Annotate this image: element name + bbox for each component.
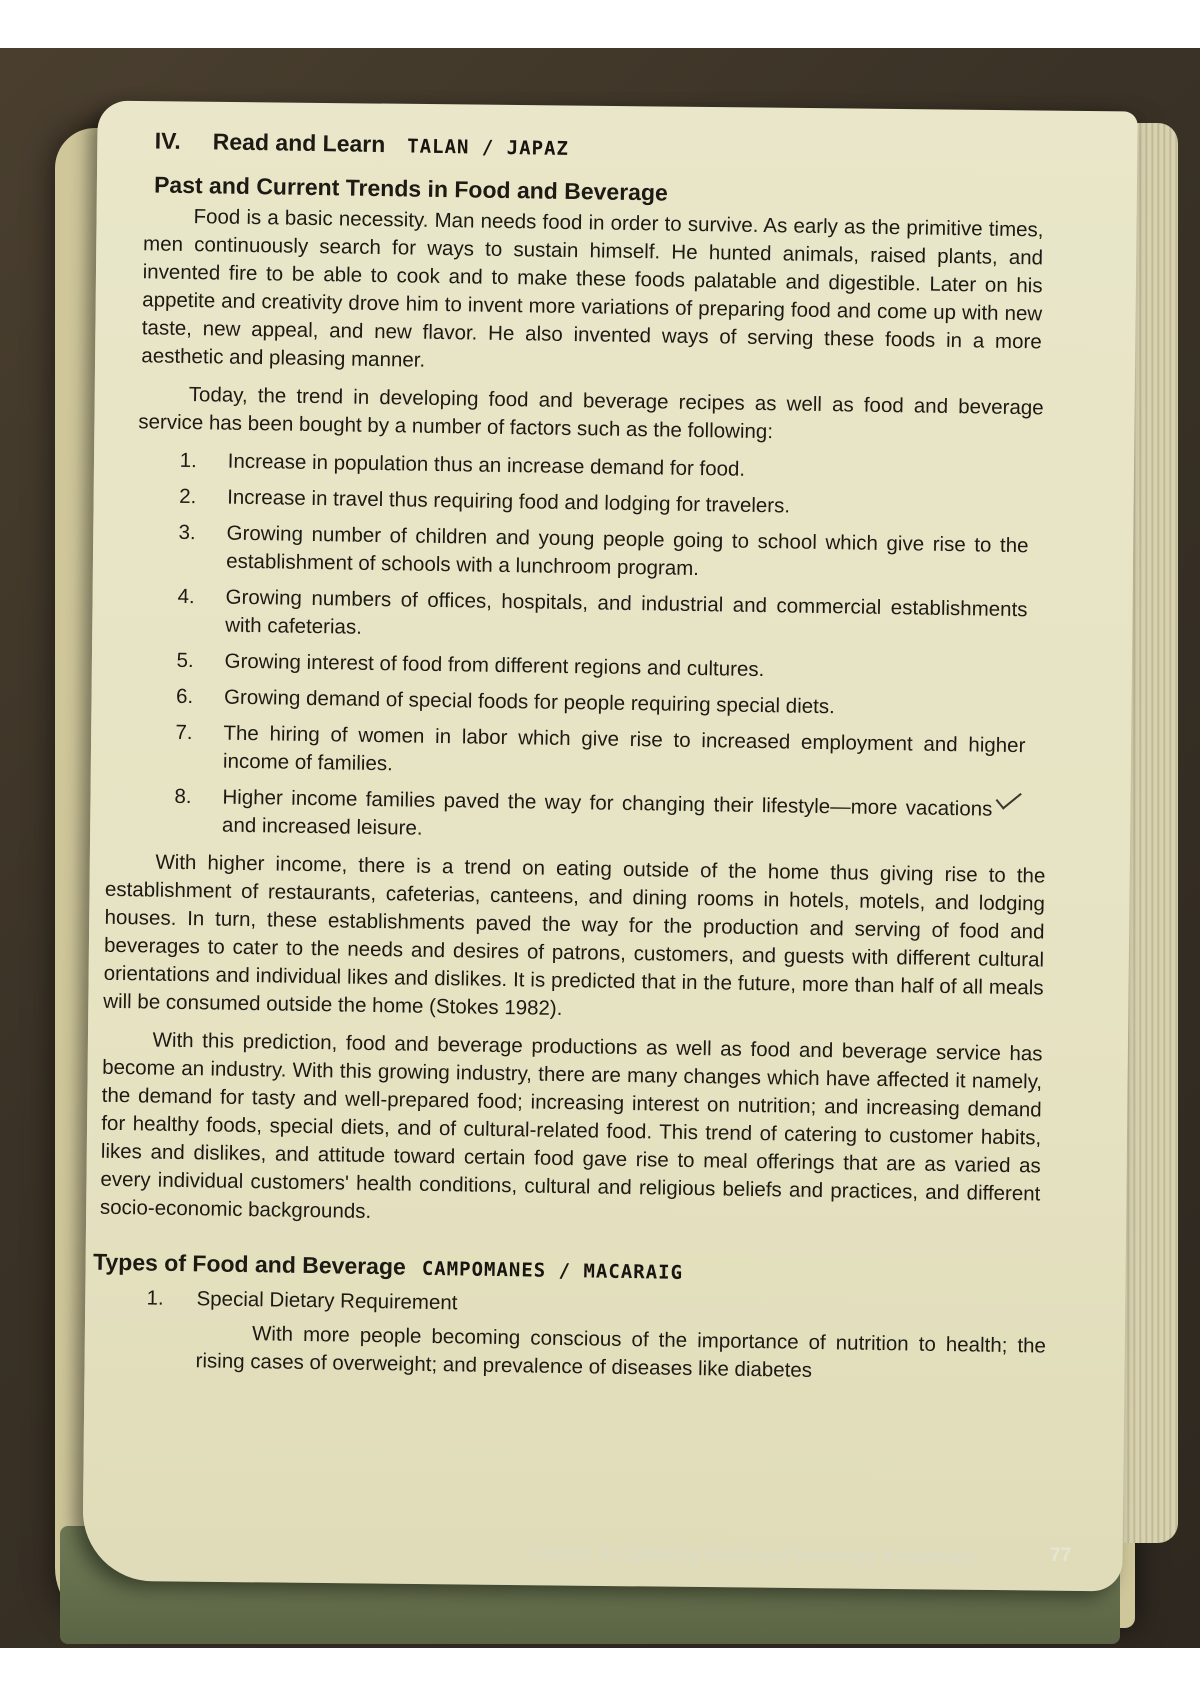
- page-number: 77: [1050, 1545, 1072, 1566]
- list-item: [180, 447, 1030, 488]
- list-item: [176, 647, 1026, 688]
- list-item-number: 7.: [175, 720, 193, 745]
- list-item-number: 1.: [179, 448, 198, 473]
- list-item-text: The hiring of women in labor which give rise to increased employment and higher income of families.: [222, 721, 1026, 776]
- list-item-number: 2.: [179, 484, 197, 509]
- list-item-number: 8.: [174, 784, 192, 809]
- list-item-text: Higher income families paved the way for changing their lifestyle—more vacations and increased leisure.: [221, 785, 993, 840]
- photo-background: [0, 48, 1200, 1648]
- list-item: [174, 783, 1025, 852]
- check-mark-icon: [996, 785, 1022, 809]
- list-item: [179, 483, 1029, 524]
- list-item: [175, 719, 1026, 788]
- page-content: [92, 126, 1085, 1399]
- list-item: [177, 583, 1028, 652]
- list-item-text: Increase in population thus an increase demand for food.: [227, 449, 746, 481]
- paragraph-intro: Food is a basic necessity. Man needs food in order to survive. As early as the primitive times, men continuously search for ways to sustain himself. He hunted animals, raised plants, and invented fire to be able to cook and to make these foods palatable and digestible. Later on his appetite and creativity drove him to invent more variations of preparing food and come up with new taste, new appeal, and new flavor. He also invented ways of serving these foods in a more aesthetic and pleasing manner.: [141, 205, 1044, 372]
- list-item-number: 3.: [178, 520, 196, 545]
- paragraph-eating-out: With higher income, there is a trend on eating outside of the home thus giving rise to the establishment of restaurants, cafeterias, canteens, and dining rooms in hotels, motels, and lodging houses. In turn, these establishments paved the way for the production and serving of food and beverages to cater to the needs and desires of patrons, customers, and guests with different cultural orientations and individual likes and dislikes. It is predicted that in the future, more than half of all meals will be consumed outside the home (Stokes 1982).: [103, 850, 1046, 1020]
- list-item-text: Growing number of children and young people going to school which give rise to the establishment of schools with a lunchroom program.: [225, 521, 1029, 581]
- list-item: [178, 519, 1029, 588]
- paragraph-trends: Today, the trend in developing food and beverage recipes as well as food and beverage service has been bought by a number of factors such as the following:: [138, 383, 1044, 444]
- list-item-number: 5.: [176, 648, 194, 673]
- footer-lesson-title: Lesson 4: Updating Food and Beverage Knowledge: [529, 1543, 980, 1568]
- section-number: IV.: [154, 127, 181, 154]
- list-item-text: Growing numbers of offices, hospitals, and industrial and commercial establishments with cafeterias.: [224, 585, 1028, 639]
- factors-list: [174, 447, 1030, 852]
- list-item-text: Growing interest of food from different regions and cultures.: [224, 649, 765, 682]
- subheading-special-diet: Special Dietary Requirement: [196, 1287, 458, 1315]
- list-item-number: 1.: [146, 1286, 164, 1310]
- section-title: Read and Learn: [212, 128, 386, 158]
- paragraph-special-diet: With more people becoming conscious of the importance of nutrition to health; the rising cases of overweight; and prevalence of diseases like diabetes: [195, 1322, 1047, 1382]
- list-item-text: Increase in travel thus requiring food and lodging for travelers.: [227, 485, 791, 518]
- handwritten-note-names: TALAN / JAPAZ: [407, 135, 570, 160]
- handwritten-note-names-2: CAMPOMANES / MACARAIG: [421, 1257, 684, 1284]
- article-title: Past and Current Trends in Food and Beverage: [153, 171, 669, 206]
- list-item-number: 6.: [175, 684, 194, 709]
- paragraph-industry: With this prediction, food and beverage productions as well as food and beverage service has become an industry. With this growing industry, there are many changes which have affected it namely, the demand for tasty and well-prepared food; increasing interest on nutrition; and increasing demand for healthy foods, special diets, and of cultural-related food. This trend of catering to customer habits, likes and dislikes, and attitude toward certain food gave rise to meal offerings that are as varied as every individual customers' health conditions, cultural and religious beliefs and practices, and different socio-economic backgrounds.: [99, 1028, 1043, 1223]
- types-title: Types of Food and Beverage: [92, 1248, 407, 1280]
- list-item-text: Growing demand of special foods for people requiring special diets.: [223, 685, 835, 719]
- list-item: [176, 683, 1026, 724]
- list-item-number: 4.: [177, 584, 195, 609]
